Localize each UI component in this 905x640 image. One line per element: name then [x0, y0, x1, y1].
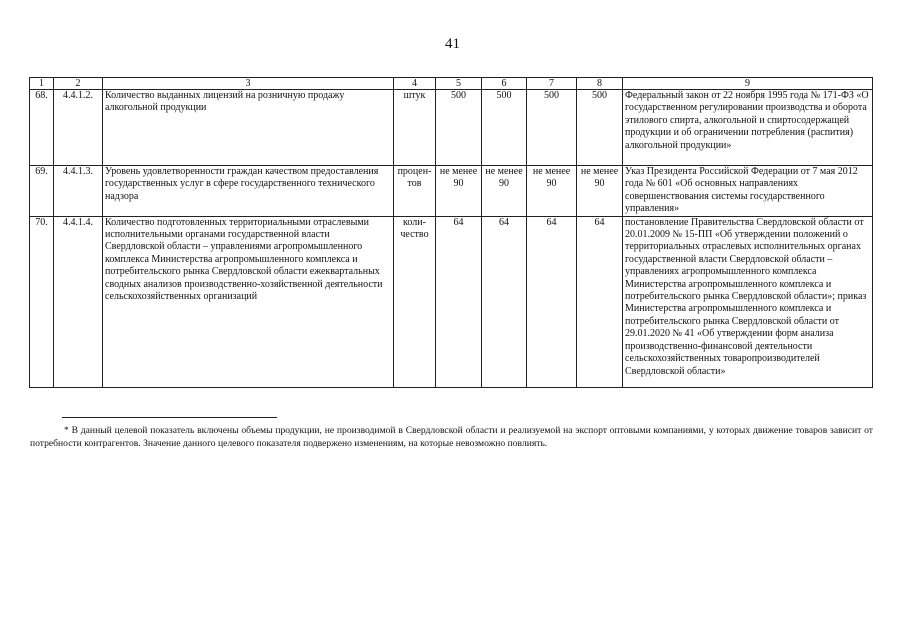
column-header: 5 — [436, 78, 482, 90]
column-header: 8 — [577, 78, 623, 90]
column-header: 7 — [527, 78, 577, 90]
indicators-table — [29, 77, 873, 388]
indicator-code: 4.4.1.3. — [54, 166, 103, 217]
legal-source: Федеральный закон от 22 ноября 1995 года № 171-ФЗ «О государственном регулировании производства и оборота этилового спирта, алкогольной и спиртосодержащей продукции и об ограничении потребления (распития) алкогольной продукции» — [623, 90, 873, 166]
footnote-divider — [62, 417, 277, 418]
indicator-code: 4.4.1.2. — [54, 90, 103, 166]
column-header: 3 — [103, 78, 394, 90]
table-row — [30, 166, 873, 217]
unit-of-measure: процен-тов — [394, 166, 436, 217]
column-header: 1 — [30, 78, 54, 90]
value-cell: 500 — [577, 90, 623, 166]
row-number: 70. — [30, 216, 54, 387]
value-cell: 64 — [436, 216, 482, 387]
indicator-code: 4.4.1.4. — [54, 216, 103, 387]
column-header: 2 — [54, 78, 103, 90]
legal-source: Указ Президента Российской Федерации от 7 мая 2012 года № 601 «Об основных направлениях совершенствования системы государственного управления» — [623, 166, 873, 217]
value-cell: 500 — [436, 90, 482, 166]
column-header: 6 — [482, 78, 527, 90]
unit-of-measure: штук — [394, 90, 436, 166]
page-number: 41 — [445, 36, 460, 52]
table-row — [30, 90, 873, 166]
value-cell: 64 — [482, 216, 527, 387]
row-number: 69. — [30, 166, 54, 217]
value-cell: не менее 90 — [436, 166, 482, 217]
value-cell: 64 — [577, 216, 623, 387]
legal-source: постановление Правительства Свердловской области от 20.01.2009 № 15-ПП «Об утверждении положений о территориальных отраслевых исполнительных органах государственной власти Свердловской области – управлениях агропромышленного комплекса Министерства агропромышленного комплекса и потребительского рынка Свердловской области»; приказ Министерства агропромышленного комплекса и потребительского рынка Свердловской области от 29.01.2020 № 41 «Об утверждении форм анализа производственно-финансовой деятельности сельскохозяйственных товаропроизводителей Свердловской области» — [623, 216, 873, 387]
indicator-name: Уровень удовлетворенности граждан качеством предоставления государственных услуг в сфере государственного технического надзора — [103, 166, 394, 217]
table-header-row — [30, 78, 873, 90]
footnote: * В данный целевой показатель включены объемы продукции, не производимой в Свердловской области и реализуемой на экспорт оптовыми компаниями, у которых движение товаров зависит от потребности контрагентов. Значение данного целевого показателя подвержено изменениям, на которые невозможно повлиять. — [30, 425, 873, 449]
value-cell: 64 — [527, 216, 577, 387]
unit-of-measure: коли-чество — [394, 216, 436, 387]
value-cell: не менее 90 — [527, 166, 577, 217]
value-cell: 500 — [527, 90, 577, 166]
table-row — [30, 216, 873, 387]
column-header: 4 — [394, 78, 436, 90]
row-number: 68. — [30, 90, 54, 166]
indicator-name: Количество подготовленных территориальными отраслевыми исполнительными органами государственной власти Свердловской области – управлениями агропромышленного комплекса Министерства агропромышленного комплекса и потребительского рынка Свердловской области ежеквартальных сводных анализов производственно-хозяйственной деятельности сельскохозяйственных организаций — [103, 216, 394, 387]
value-cell: не менее 90 — [482, 166, 527, 217]
column-header: 9 — [623, 78, 873, 90]
value-cell: не менее 90 — [577, 166, 623, 217]
indicator-name: Количество выданных лицензий на розничную продажу алкогольной продукции — [103, 90, 394, 166]
value-cell: 500 — [482, 90, 527, 166]
